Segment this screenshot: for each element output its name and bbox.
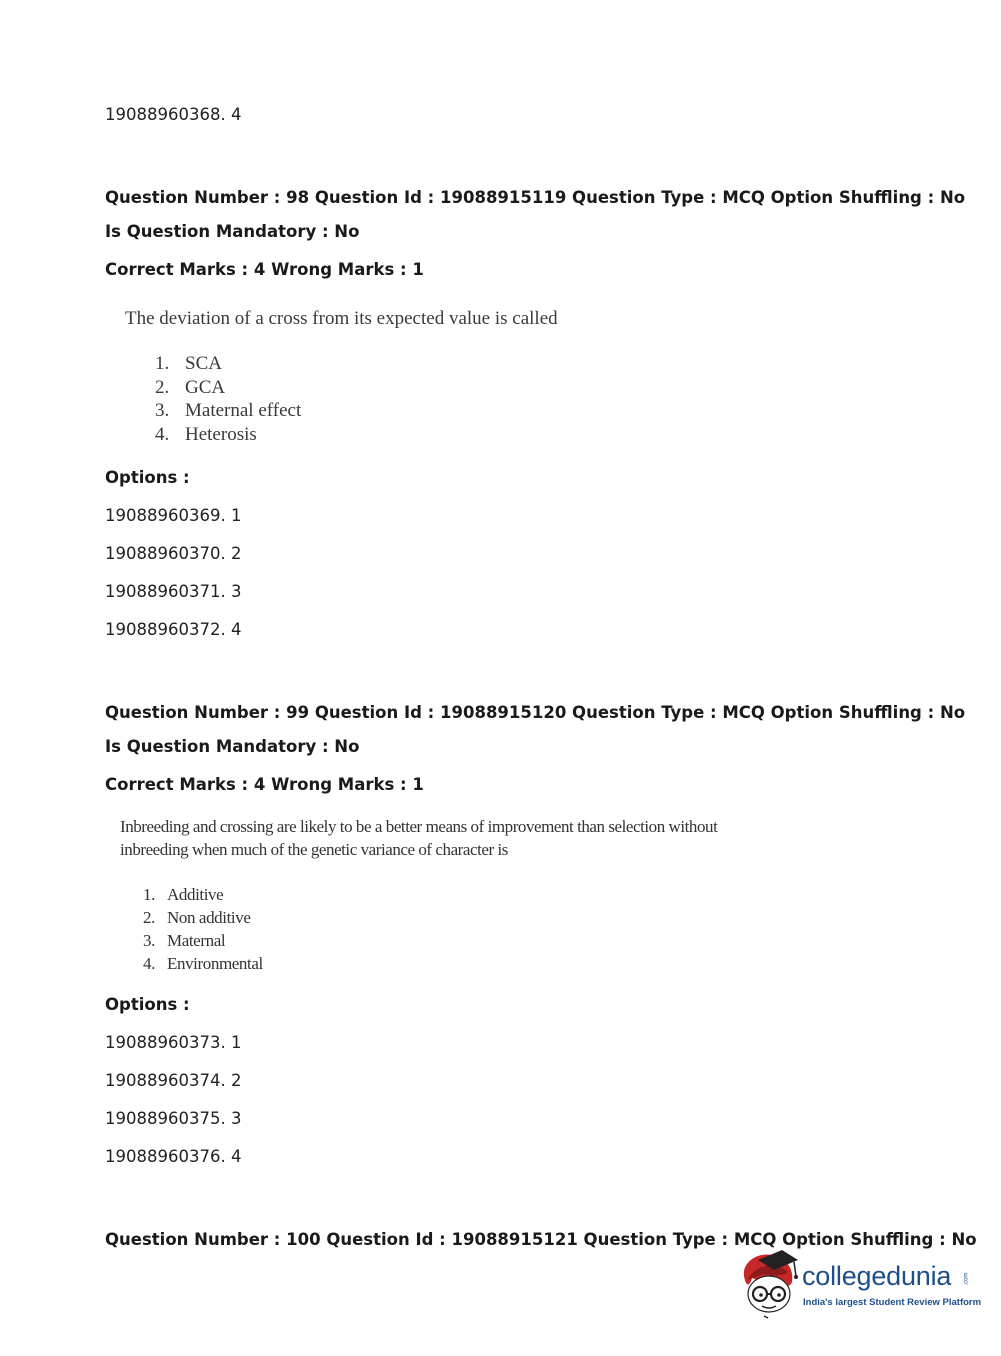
question-text-line: inbreeding when much of the genetic variance of character is (120, 840, 508, 859)
option-item: 19088960376. 4 (105, 1147, 242, 1166)
previous-option: 19088960368. 4 (105, 105, 242, 124)
choice-list (143, 883, 263, 975)
question-header: Question Number : 99 Question Id : 19088915120 Question Type : MCQ Option Shuffling : No (105, 703, 966, 722)
option-item: 19088960369. 1 (105, 506, 242, 525)
question-mandatory: Is Question Mandatory : No (105, 737, 360, 756)
question-mandatory: Is Question Mandatory : No (105, 222, 360, 241)
option-item: 19088960375. 3 (105, 1109, 242, 1128)
question-text-line: Inbreeding and crossing are likely to be a better means of improvement than selection without (120, 817, 718, 836)
question-text: The deviation of a cross from its expected value is called (125, 308, 558, 329)
question-text-image (120, 815, 717, 861)
logo-suffix: .com (963, 1272, 970, 1286)
question-text-image (125, 307, 558, 330)
option-item: 19088960373. 1 (105, 1033, 242, 1052)
option-item: 19088960374. 2 (105, 1071, 242, 1090)
choice-item: 3. Maternal (143, 931, 226, 950)
choice-list (155, 352, 301, 446)
question-marks: Correct Marks : 4 Wrong Marks : 1 (105, 775, 424, 794)
options-label: Options : (105, 995, 190, 1014)
choice-item: 2. Non additive (143, 908, 251, 927)
collegedunia-logo (738, 1250, 982, 1320)
logo-tagline: India's largest Student Review Platform (803, 1297, 982, 1308)
choice-item: 4. Environmental (143, 954, 263, 973)
option-item: 19088960372. 4 (105, 620, 242, 639)
choice-item: 2. GCA (155, 376, 226, 398)
mascot-icon (738, 1250, 800, 1320)
logo-brand: collegedunia (802, 1261, 952, 1291)
options-label: Options : (105, 468, 190, 487)
question-marks: Correct Marks : 4 Wrong Marks : 1 (105, 260, 424, 279)
choice-item: 4. Heterosis (155, 423, 257, 445)
option-item: 19088960370. 2 (105, 544, 242, 563)
option-item: 19088960371. 3 (105, 582, 242, 601)
question-header: Question Number : 98 Question Id : 19088915119 Question Type : MCQ Option Shuffling : No (105, 188, 966, 207)
choice-item: 1. Additive (143, 885, 224, 904)
question-header: Question Number : 100 Question Id : 19088915121 Question Type : MCQ Option Shuffling : No (105, 1230, 977, 1249)
choice-item: 3. Maternal effect (155, 400, 302, 421)
choice-item: 1. SCA (155, 353, 222, 374)
